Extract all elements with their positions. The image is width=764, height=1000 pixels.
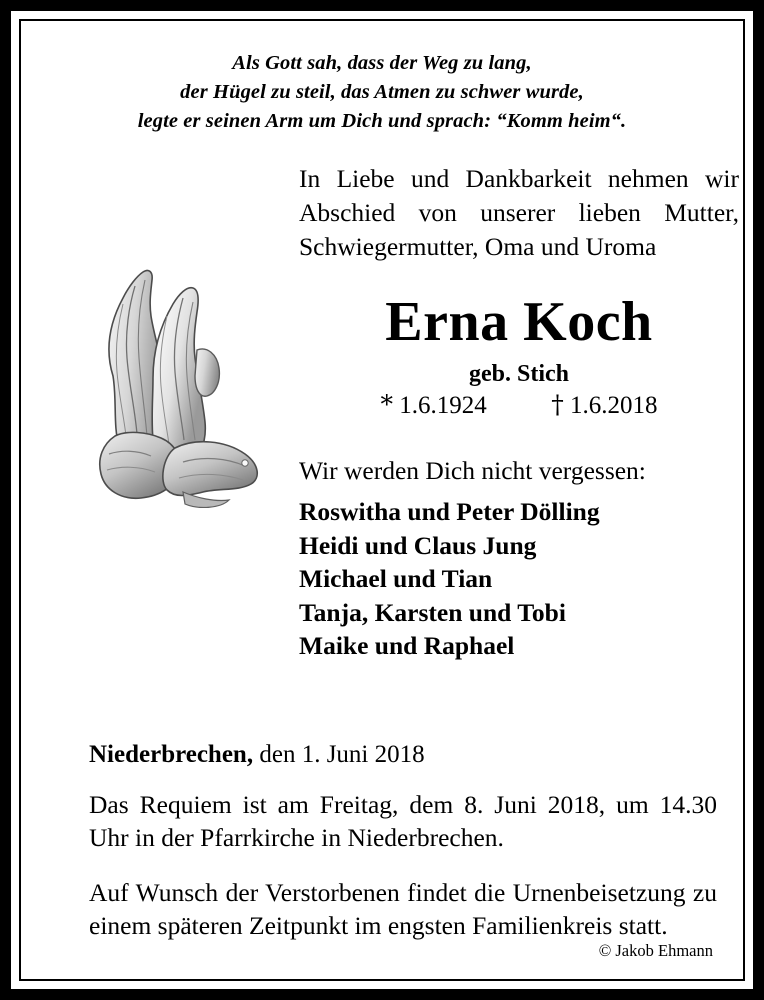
death-symbol: † <box>551 390 564 419</box>
urn-burial-info: Auf Wunsch der Verstorbenen findet die Urnenbeisetzung zu einem späteren Zeitpunkt im engsten Familienkreis statt. <box>89 878 717 940</box>
list-item: Roswitha und Peter Dölling <box>299 497 600 526</box>
main-text-column <box>299 162 739 663</box>
memorial-verse <box>21 21 743 136</box>
notice-date: den 1. Juni 2018 <box>253 741 425 768</box>
funeral-details <box>89 739 717 942</box>
verse-line-1: Als Gott sah, dass der Weg zu lang, <box>232 52 532 74</box>
verse-line-3: legte er seinen Arm um Dich und sprach: “Komm heim“. <box>137 110 627 132</box>
list-item: Heidi und Claus Jung <box>299 530 537 560</box>
birth-symbol: * <box>380 390 393 419</box>
survivors-heading: Wir werden Dich nicht vergessen: <box>299 456 646 485</box>
list-item: Tanja, Karsten und Tobi <box>299 597 566 627</box>
birth-date: 1.6.1924 <box>399 392 487 419</box>
announcement-lead: In Liebe und Dankbarkeit nehmen wir Abschied von unserer lieben Mutter, Schwiegermutter, Oma und Uroma <box>299 164 739 261</box>
copyright-credit: © Jakob Ehmann <box>598 941 713 960</box>
upper-section <box>21 162 743 710</box>
praying-hands-icon <box>79 258 269 508</box>
deceased-maiden-name: geb. Stich <box>468 361 569 387</box>
list-item: Michael und Tian <box>299 564 493 593</box>
survivors-list <box>299 495 739 663</box>
place-name: Niederbrechen, <box>89 741 254 768</box>
list-item: Maike und Raphael <box>299 631 515 660</box>
verse-line-2: der Hügel zu steil, das Atmen zu schwer wurde, <box>180 81 584 103</box>
place-and-date <box>89 739 717 770</box>
requiem-info: Das Requiem ist am Freitag, dem 8. Juni 2018, um 14.30 Uhr in der Pfarrkirche in Niederbrechen. <box>89 790 717 852</box>
deceased-name: Erna Koch <box>385 291 653 353</box>
notice-page <box>21 21 743 979</box>
life-dates <box>299 390 739 421</box>
death-date: 1.6.2018 <box>570 392 658 419</box>
